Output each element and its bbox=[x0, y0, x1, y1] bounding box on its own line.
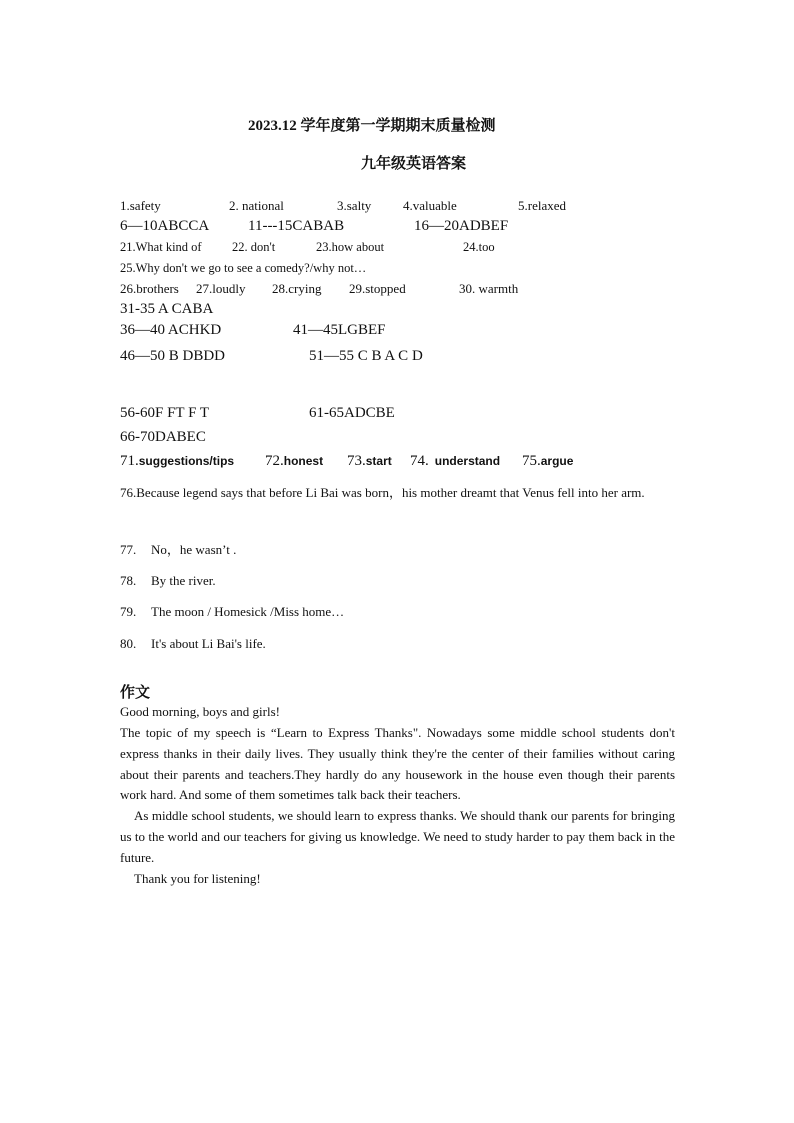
answer-4: 4.valuable bbox=[403, 198, 457, 213]
answer-36-40: 36—40 ACHKD bbox=[120, 322, 222, 338]
answer-77-number: 77. bbox=[120, 542, 137, 557]
essay-paragraph-1: The topic of my speech is “Learn to Express Thanks". Nowadays some middle school students don't express thanks in their daily lives. They usually think they're the center of their families without caring about their parents and teachers.They hardly do any housework in the house even though their parents work hard. And some of them sometimes talk back their teachers. bbox=[120, 725, 675, 803]
answer-79-number: 79. bbox=[120, 604, 137, 619]
answer-72-number: 72. bbox=[265, 453, 284, 469]
answer-5: 5.relaxed bbox=[518, 198, 567, 213]
document-subtitle: 九年级英语答案 bbox=[361, 156, 467, 172]
answer-26: 26.brothers bbox=[120, 281, 179, 296]
answer-11-15: 11---15CABAB bbox=[248, 218, 345, 234]
answer-27: 27.loudly bbox=[196, 281, 246, 296]
answer-28: 28.crying bbox=[272, 281, 322, 296]
answer-22: 22. don't bbox=[232, 240, 276, 254]
answer-80-number: 80. bbox=[120, 636, 137, 651]
answer-75-number: 75. bbox=[522, 453, 541, 469]
essay-paragraph-2: As middle school students, we should learn to express thanks. We should thank our parents for bringing us to the world and our teachers for giving us knowledge. We need to study harder to pay them back in the future. bbox=[120, 808, 675, 865]
answer-78-number: 78. bbox=[120, 573, 137, 588]
essay-greeting: Good morning, boys and girls! bbox=[120, 704, 280, 719]
answer-16-20: 16—20ADBEF bbox=[414, 218, 509, 234]
answer-61-65: 61-65ADCBE bbox=[309, 405, 395, 421]
answer-73-word: start bbox=[365, 454, 392, 468]
answer-29: 29.stopped bbox=[349, 281, 406, 296]
document-title: 2023.12 学年度第一学期期末质量检测 bbox=[248, 118, 496, 134]
answer-79-text: The moon / Homesick /Miss home… bbox=[151, 604, 345, 619]
answer-25: 25.Why don't we go to see a comedy?/why not… bbox=[120, 261, 367, 275]
answer-56-60: 56-60F FT F T bbox=[120, 405, 210, 421]
answer-46-50: 46—50 B DBDD bbox=[120, 348, 226, 364]
answer-51-55: 51—55 C B A C D bbox=[309, 348, 423, 364]
answer-71-word: suggestions/tips bbox=[138, 454, 235, 468]
answer-66-70: 66-70DABEC bbox=[120, 429, 206, 445]
answer-3: 3.salty bbox=[337, 198, 372, 213]
answer-76: 76.Because legend says that before Li Bai was born，his mother dreamt that Venus fell into her arm. bbox=[120, 485, 645, 500]
answer-6-10: 6—10ABCCA bbox=[120, 218, 210, 234]
answer-71-number: 71. bbox=[120, 453, 139, 469]
answer-2: 2. national bbox=[229, 198, 284, 213]
answer-31-35: 31-35 A CABA bbox=[120, 301, 214, 317]
answer-23: 23.how about bbox=[316, 240, 385, 254]
answer-74-number: 74. bbox=[410, 453, 429, 469]
answer-77-text: No，he wasn’t . bbox=[151, 542, 237, 557]
answer-78-text: By the river. bbox=[151, 573, 216, 588]
answer-24: 24.too bbox=[463, 240, 495, 254]
answer-74-word: understand bbox=[434, 454, 501, 468]
answer-72-word: honest bbox=[283, 454, 324, 468]
answer-41-45: 41—45LGBEF bbox=[293, 322, 386, 338]
answer-1: 1.safety bbox=[120, 198, 161, 213]
answer-21: 21.What kind of bbox=[120, 240, 202, 254]
answer-73-number: 73. bbox=[347, 453, 366, 469]
answer-75-word: argue bbox=[540, 454, 574, 468]
essay-heading: 作文 bbox=[120, 685, 151, 701]
answer-30: 30. warmth bbox=[459, 281, 519, 296]
answer-80-text: It's about Li Bai's life. bbox=[151, 636, 266, 651]
essay-closing: Thank you for listening! bbox=[134, 871, 261, 886]
